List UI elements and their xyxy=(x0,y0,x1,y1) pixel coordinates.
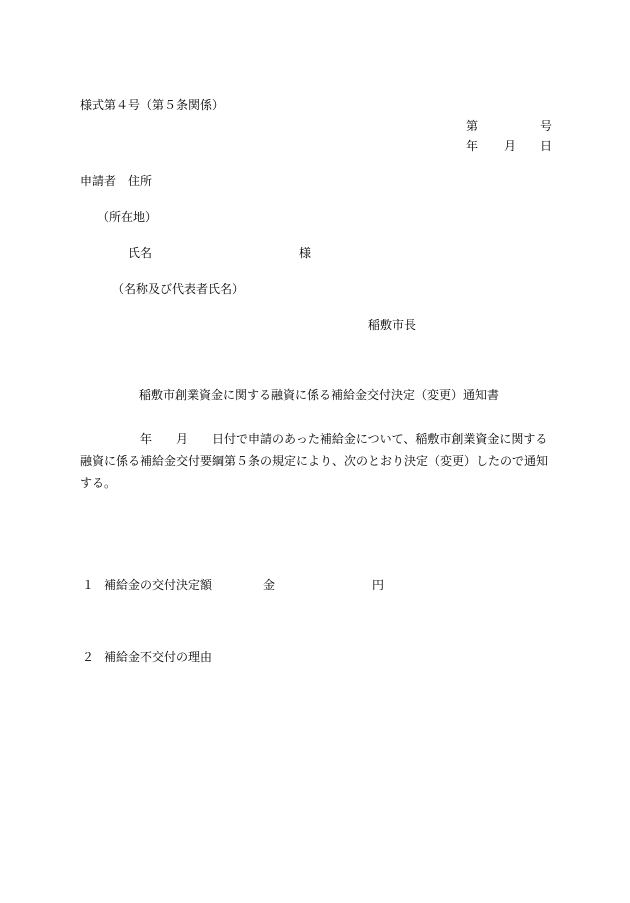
form-number: 様式第４号（第５条関係） xyxy=(80,98,225,112)
applicant-location-label: （所在地） xyxy=(97,210,158,224)
notice-body-line-1 xyxy=(80,428,552,450)
item-1-amount-suffix: 円 xyxy=(372,578,385,592)
applicant-representative-label: （名称及び代表者氏名） xyxy=(112,282,245,296)
item-2-label: 補給金不交付の理由 xyxy=(104,650,213,664)
notice-body-line-3: する。 xyxy=(80,476,117,490)
date-month-label: 月 xyxy=(504,139,517,153)
applicant-address-label: 住所 xyxy=(128,174,153,188)
applicant-label: 申請者 xyxy=(80,174,117,188)
document-title: 稲敷市創業資金に関する融資に係る補給金交付決定（変更）通知書 xyxy=(139,388,500,402)
doc-number-prefix: 第 xyxy=(466,119,479,133)
notice-body xyxy=(80,428,552,494)
applicant-name-label: 氏名 xyxy=(128,246,153,260)
date-day-label: 日 xyxy=(540,139,553,153)
notice-line-1-text: 日付で申請のあった補給金について、稲敷市創業資金に関する xyxy=(212,432,548,446)
notice-body-line-2: 融資に係る補給金交付要綱第５条の規定により、次のとおり決定（変更）したので通知 xyxy=(80,454,549,468)
notice-year: 年 xyxy=(140,432,153,446)
item-2-number: ２ xyxy=(82,650,95,664)
doc-number-suffix: 号 xyxy=(540,119,553,133)
issuer-title: 稲敷市長 xyxy=(368,318,417,332)
applicant-honorific: 様 xyxy=(299,246,312,260)
notice-month: 月 xyxy=(176,432,189,446)
item-1-number: １ xyxy=(82,578,95,592)
date-year-label: 年 xyxy=(466,139,479,153)
item-1-amount-prefix: 金 xyxy=(263,578,276,592)
item-1-label: 補給金の交付決定額 xyxy=(104,578,213,592)
